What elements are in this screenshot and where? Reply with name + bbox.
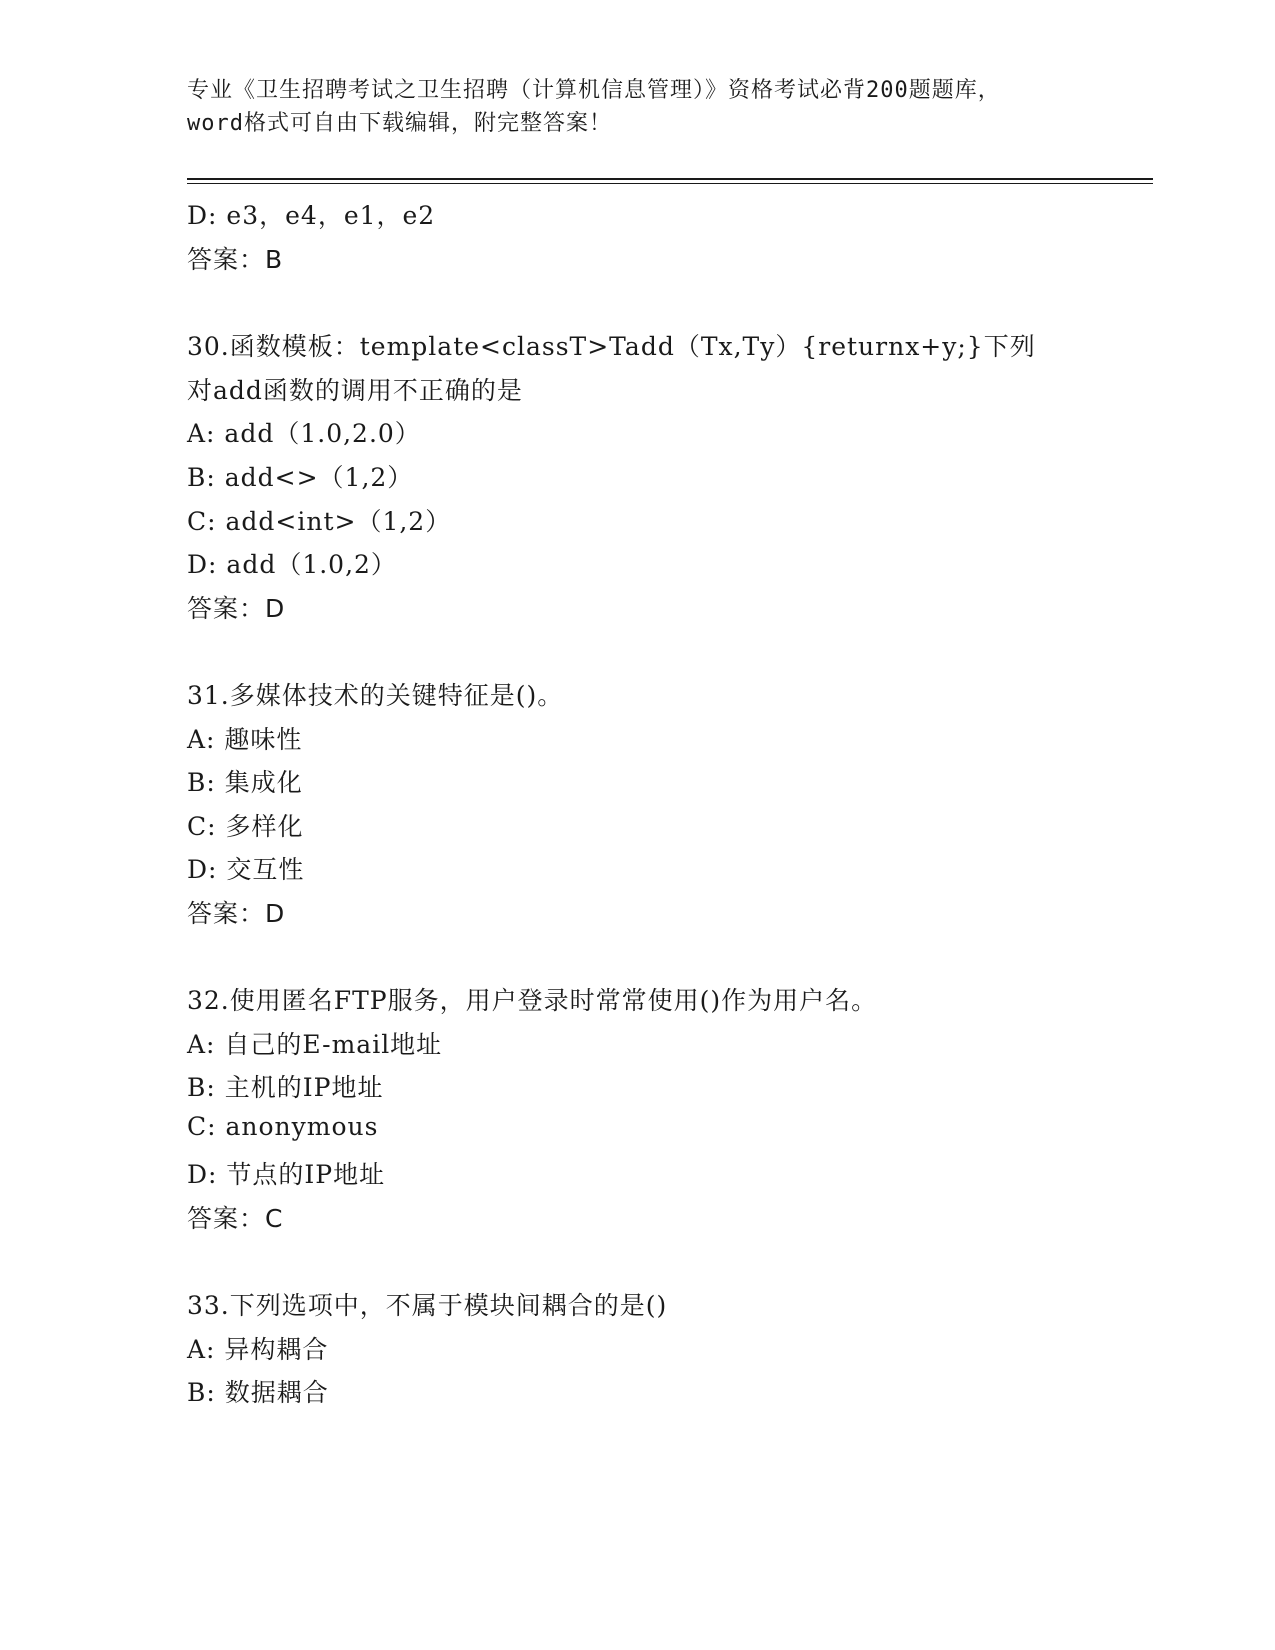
- question-32-answer: 答案：C: [187, 1204, 284, 1233]
- question-30-option-b: B: add<>（1,2）: [187, 463, 414, 492]
- question-31-option-a: A: 趣味性: [187, 725, 303, 754]
- question-32-stem: 32.使用匿名FTP服务，用户登录时常常使用()作为用户名。: [187, 986, 878, 1015]
- header-divider-thick: [187, 178, 1153, 180]
- question-30-option-c: C: add<int>（1,2）: [187, 507, 452, 536]
- prev-answer: 答案：B: [187, 245, 284, 274]
- question-33-option-b: B: 数据耦合: [187, 1378, 329, 1407]
- question-30-stem-line-1: 30.函数模板：template<classT>Tadd（Tx,Ty）{returnx+y;}下列: [187, 332, 1036, 361]
- question-31-answer: 答案：D: [187, 899, 286, 928]
- header-divider-thin: [187, 183, 1153, 184]
- question-31-stem: 31.多媒体技术的关键特征是()。: [187, 681, 564, 710]
- question-32-option-d: D: 节点的IP地址: [187, 1160, 386, 1189]
- question-31-option-d: D: 交互性: [187, 855, 305, 884]
- question-30-option-d: D: add（1.0,2）: [187, 550, 397, 579]
- header-title-line-2: word格式可自由下载编辑，附完整答案！: [187, 111, 612, 136]
- document-header: [187, 74, 1087, 140]
- question-33-option-a: A: 异构耦合: [187, 1335, 329, 1364]
- prev-option-d: D: e3，e4，e1，e2: [187, 201, 436, 230]
- question-30-option-a: A: add（1.0,2.0）: [187, 419, 421, 448]
- question-32-option-b: B: 主机的IP地址: [187, 1073, 384, 1102]
- question-30-stem-line-2: 对add函数的调用不正确的是: [187, 376, 523, 405]
- question-31-option-c: C: 多样化: [187, 812, 304, 841]
- header-title-line-1: 专业《卫生招聘考试之卫生招聘（计算机信息管理）》资格考试必背200题题库，: [187, 78, 1001, 103]
- question-33-stem: 33.下列选项中，不属于模块间耦合的是(): [187, 1291, 668, 1320]
- question-32-option-c: C: anonymous: [187, 1112, 379, 1141]
- question-31-option-b: B: 集成化: [187, 768, 303, 797]
- question-32-option-a: A: 自己的E-mail地址: [187, 1030, 443, 1059]
- question-30-answer: 答案：D: [187, 594, 286, 623]
